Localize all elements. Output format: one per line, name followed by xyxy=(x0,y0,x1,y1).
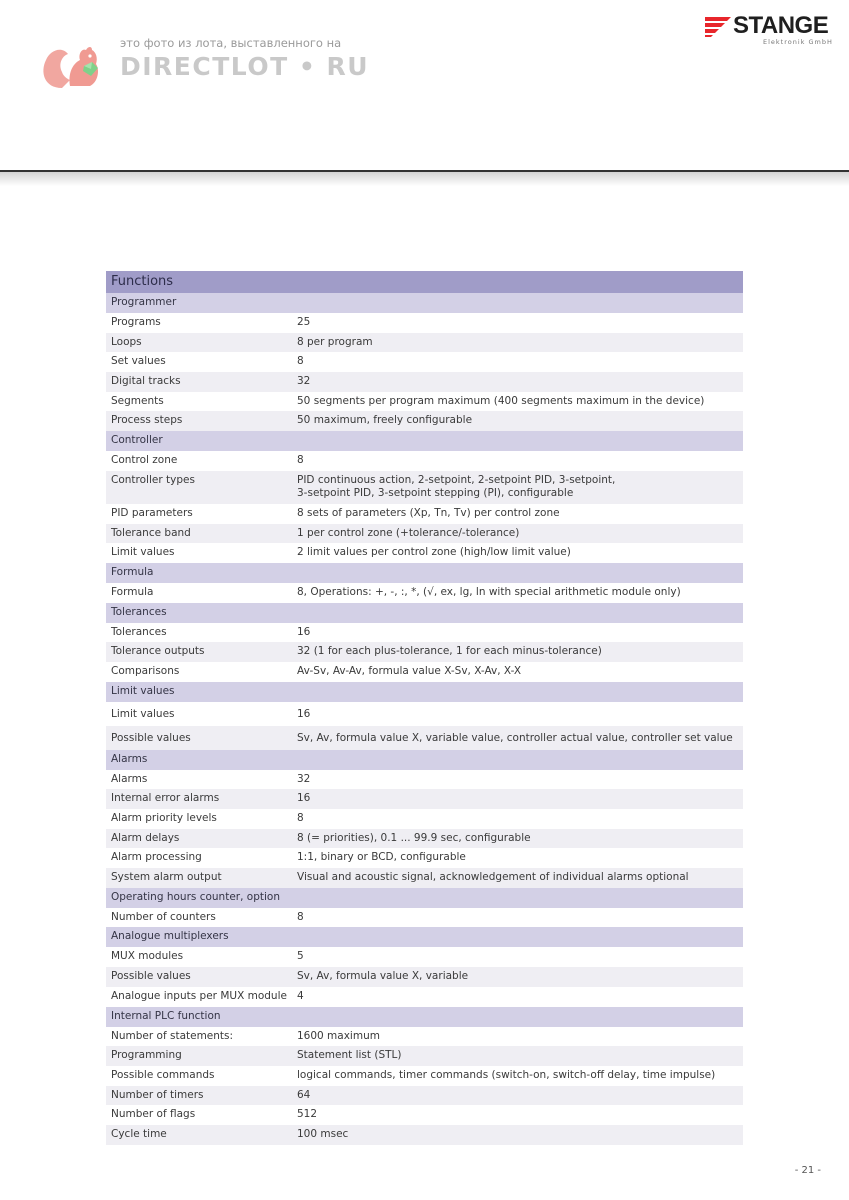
row-label: Segments xyxy=(111,394,164,407)
row-label: Digital tracks xyxy=(111,375,181,388)
row-value-text: 512 xyxy=(297,1108,318,1121)
row-value-text: 8 per program xyxy=(297,335,373,348)
row-value-text: Sv, Av, formula value X, variable value, controller actual value, controller set value xyxy=(297,731,733,744)
header-shadow xyxy=(0,172,849,186)
row-value xyxy=(297,970,743,984)
row-label: Tolerances xyxy=(111,625,167,638)
row-value xyxy=(297,336,743,350)
row-value xyxy=(297,527,743,541)
row-value-text: 64 xyxy=(297,1088,311,1101)
row-label: Tolerance outputs xyxy=(111,645,205,658)
table-row xyxy=(106,352,743,372)
row-label: Possible values xyxy=(111,970,191,983)
squirrel-logo-icon xyxy=(40,38,110,94)
row-value-text: 5 xyxy=(297,950,304,963)
row-value xyxy=(297,507,743,521)
row-label: Programs xyxy=(111,316,161,328)
row-label: Cycle time xyxy=(111,1127,167,1140)
table-row xyxy=(106,702,743,726)
row-label: Alarms xyxy=(111,772,148,785)
table-row xyxy=(106,1086,743,1106)
row-value xyxy=(297,1049,743,1063)
row-label: Internal error alarms xyxy=(111,792,220,805)
page-number: - 21 - xyxy=(794,1165,821,1176)
row-value-text: 32 (1 for each plus-tolerance, 1 for each minus-tolerance) xyxy=(297,645,602,658)
row-value-text: 1 per control zone (+tolerance/-tolerance) xyxy=(297,526,520,539)
row-value xyxy=(297,792,743,806)
table-row xyxy=(106,411,743,431)
row-label: Comparisons xyxy=(111,664,180,677)
watermark xyxy=(40,34,370,96)
row-label: PID parameters xyxy=(111,506,193,519)
row-value-text: logical commands, timer commands (switch-on, switch-off delay, time impulse) xyxy=(297,1068,716,1081)
row-value-text: 4 xyxy=(297,989,304,1002)
table-row xyxy=(106,868,743,888)
row-value-text: Visual and acoustic signal, acknowledgement of individual alarms optional xyxy=(297,871,689,884)
row-value-text: 50 segments per program maximum (400 segments maximum in the device) xyxy=(297,394,705,407)
row-value-text: Statement list (STL) xyxy=(297,1049,402,1062)
row-label: Number of counters xyxy=(111,910,216,923)
table-row xyxy=(106,333,743,353)
row-label: Alarm delays xyxy=(111,831,180,844)
row-value xyxy=(297,1089,743,1103)
section-header: Alarms xyxy=(106,750,743,770)
table-row xyxy=(106,947,743,967)
table-row xyxy=(106,313,743,333)
watermark-brand: DIRECTLOT • RU xyxy=(120,52,370,81)
logo-wordmark: STANGE xyxy=(733,12,829,39)
row-value xyxy=(297,773,743,787)
logo-subtitle: Elektronik GmbH xyxy=(763,38,833,46)
row-value-text: 2 limit values per control zone (high/low limit value) xyxy=(297,546,571,559)
row-value-text: 8, Operations: +, -, :, *, (√, ex, lg, ln with special arithmetic module only) xyxy=(297,585,681,598)
table-row xyxy=(106,524,743,544)
row-label: Process steps xyxy=(111,414,183,427)
row-value-text: 16 xyxy=(297,625,311,638)
row-value-text: 1600 maximum xyxy=(297,1029,380,1042)
row-label: Possible commands xyxy=(111,1068,215,1081)
row-label: Number of statements: xyxy=(111,1029,234,1042)
row-value xyxy=(297,454,743,468)
table-row xyxy=(106,504,743,524)
row-label: Tolerance band xyxy=(111,526,191,539)
row-value xyxy=(297,851,743,865)
row-label: Formula xyxy=(111,585,154,598)
row-value xyxy=(297,375,743,389)
row-value-text: 8 xyxy=(297,355,304,368)
row-label: Alarm processing xyxy=(111,851,202,864)
row-value-text: 50 maximum, freely configurable xyxy=(297,414,473,427)
row-value xyxy=(297,395,743,409)
row-label: Control zone xyxy=(111,454,178,467)
section-header: Internal PLC function xyxy=(106,1007,743,1027)
row-value-text: 8 sets of parameters (Xp, Tn, Tv) per control zone xyxy=(297,506,560,519)
table-row xyxy=(106,848,743,868)
row-value xyxy=(297,832,743,846)
row-label: Number of flags xyxy=(111,1108,196,1121)
table-row xyxy=(106,451,743,471)
row-label: Number of timers xyxy=(111,1088,204,1101)
table-row xyxy=(106,543,743,563)
row-value xyxy=(297,1108,743,1122)
section-header: Operating hours counter, option xyxy=(106,888,743,908)
row-value xyxy=(297,1069,743,1083)
row-value xyxy=(297,812,743,826)
row-value xyxy=(297,586,743,600)
row-value xyxy=(297,645,743,659)
row-value-text: 32 xyxy=(297,375,311,388)
table-row xyxy=(106,726,743,750)
table-title: Functions xyxy=(106,271,743,293)
section-header: Tolerances xyxy=(106,603,743,623)
row-value xyxy=(297,871,743,885)
row-value xyxy=(297,1128,743,1142)
row-label: Possible values xyxy=(111,731,191,744)
row-label: Programming xyxy=(111,1049,182,1062)
row-value xyxy=(297,414,743,428)
row-value-text: 16 xyxy=(297,707,311,720)
row-label: Limit values xyxy=(111,707,175,720)
row-label: Loops xyxy=(111,335,142,348)
row-value-text: Av-Sv, Av-Av, formula value X-Sv, X-Av, X-X xyxy=(297,664,522,677)
row-value xyxy=(297,546,743,560)
row-value-text: 100 msec xyxy=(297,1127,349,1140)
row-value xyxy=(297,990,743,1004)
table-row xyxy=(106,789,743,809)
table-row xyxy=(106,1066,743,1086)
row-value xyxy=(297,1030,743,1044)
row-label: Controller types xyxy=(111,473,195,486)
stange-logo xyxy=(705,14,835,50)
table-row xyxy=(106,392,743,412)
row-value xyxy=(297,316,743,330)
row-value-text: 1:1, binary or BCD, configurable xyxy=(297,851,466,864)
section-header: Controller xyxy=(106,431,743,451)
table-row xyxy=(106,770,743,790)
row-value-text: 8 (= priorities), 0.1 ... 99.9 sec, configurable xyxy=(297,831,531,844)
row-value-text: PID continuous action, 2-setpoint, 2-setpoint PID, 3-setpoint, xyxy=(297,473,616,486)
row-label: Set values xyxy=(111,355,166,368)
table-row xyxy=(106,1125,743,1145)
table-row xyxy=(106,1027,743,1047)
row-value-text: 16 xyxy=(297,792,311,805)
row-value-text: 32 xyxy=(297,772,311,785)
table-row xyxy=(106,829,743,849)
stange-mark-icon xyxy=(705,17,731,37)
table-row xyxy=(106,1046,743,1066)
row-value xyxy=(297,708,743,722)
row-value-text: 8 xyxy=(297,812,304,824)
row-value xyxy=(297,950,743,964)
section-header: Formula xyxy=(106,563,743,583)
table-row xyxy=(106,471,743,504)
row-label: Analogue inputs per MUX module xyxy=(111,989,287,1002)
section-header: Limit values xyxy=(106,682,743,702)
row-value xyxy=(297,732,743,746)
row-label: System alarm output xyxy=(111,871,222,884)
table-row xyxy=(106,642,743,662)
table-row xyxy=(106,967,743,987)
table-row xyxy=(106,623,743,643)
table-row xyxy=(106,809,743,829)
table-row xyxy=(106,583,743,603)
row-value xyxy=(297,355,743,369)
row-value-text: 25 xyxy=(297,316,311,328)
row-value xyxy=(297,626,743,640)
section-header: Programmer xyxy=(106,293,743,313)
table-row xyxy=(106,908,743,928)
row-value xyxy=(297,665,743,679)
table-row xyxy=(106,1105,743,1125)
row-value xyxy=(297,474,743,501)
functions-table xyxy=(106,271,743,1145)
row-value-text: 3-setpoint PID, 3-setpoint stepping (PI), configurable xyxy=(297,487,574,500)
row-value-text: 8 xyxy=(297,910,304,923)
table-row xyxy=(106,372,743,392)
table-row xyxy=(106,662,743,682)
table-row xyxy=(106,987,743,1007)
section-header: Analogue multiplexers xyxy=(106,927,743,947)
row-label: Limit values xyxy=(111,546,175,559)
row-label: Alarm priority levels xyxy=(111,812,217,824)
row-value xyxy=(297,911,743,925)
row-label: MUX modules xyxy=(111,950,184,963)
watermark-caption: это фото из лота, выставленного на xyxy=(120,36,342,50)
row-value-text: Sv, Av, formula value X, variable xyxy=(297,970,469,983)
row-value-text: 8 xyxy=(297,454,304,467)
